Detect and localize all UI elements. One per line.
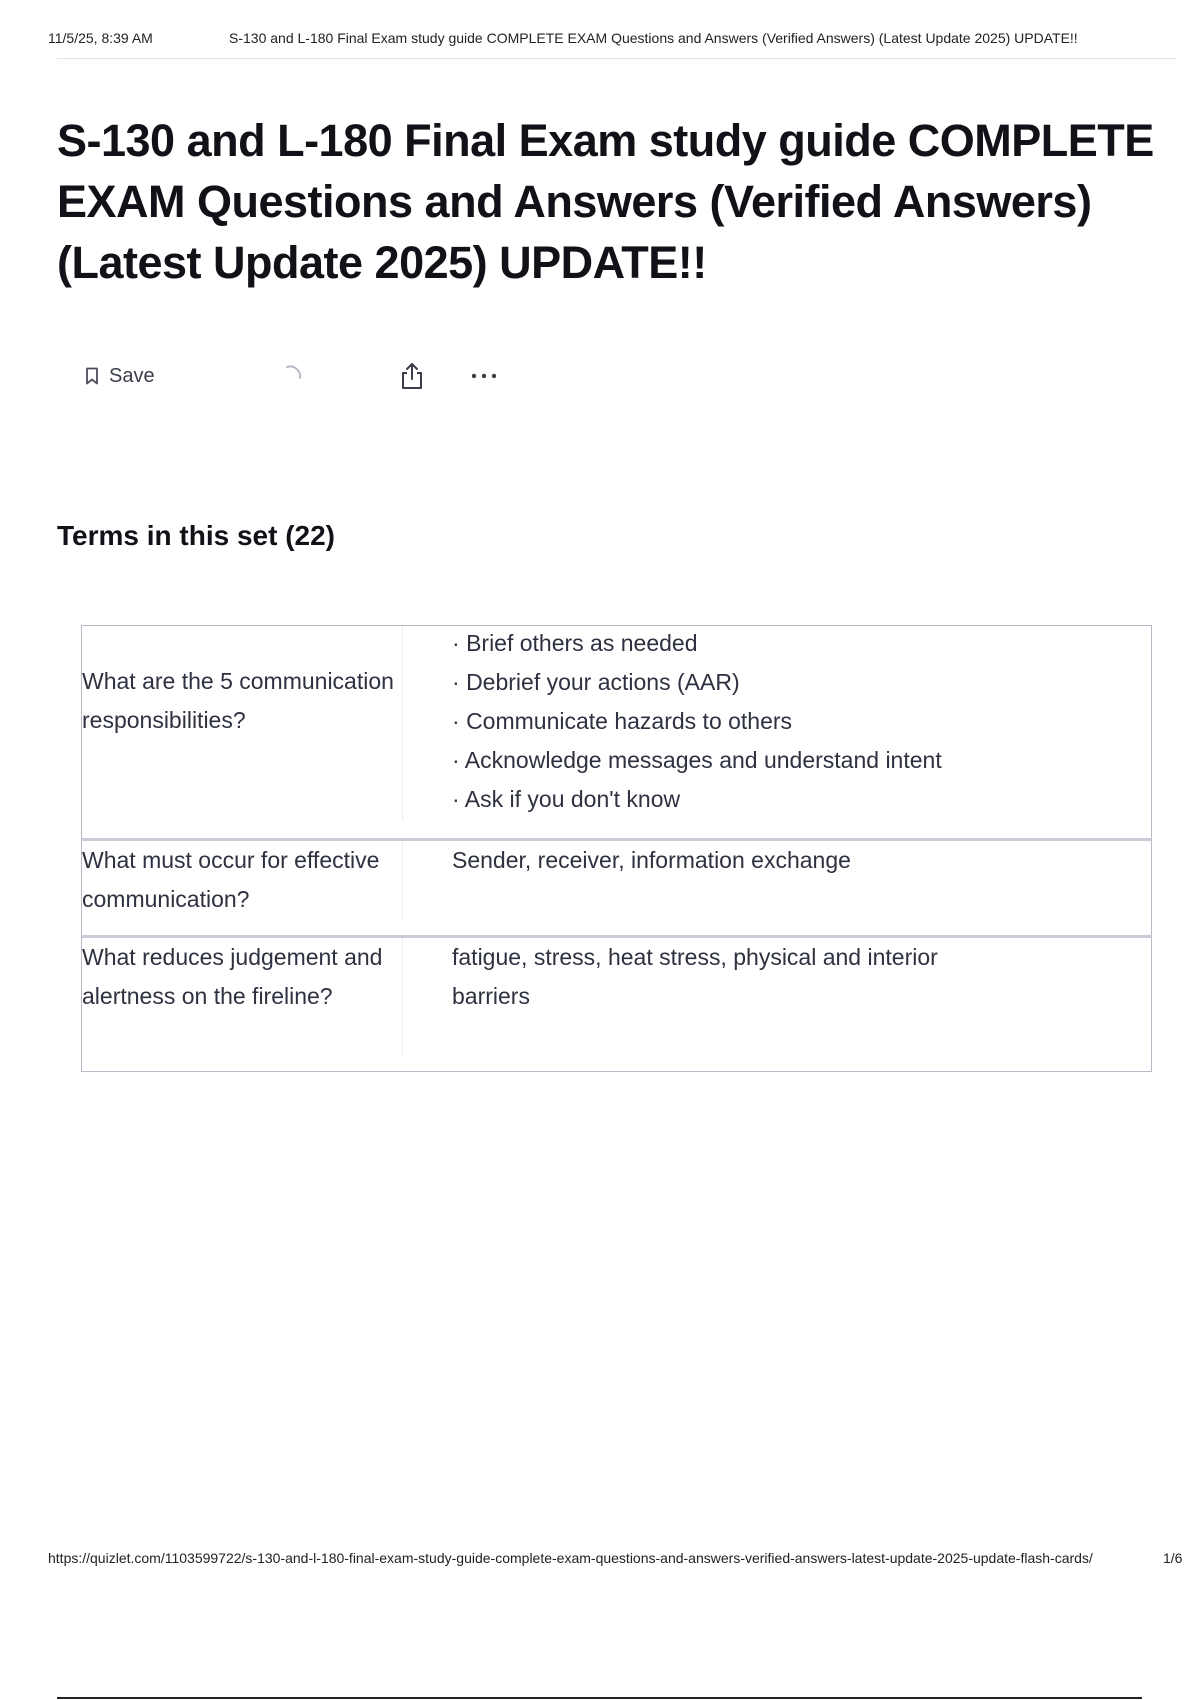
- definition-text: fatigue, stress, heat stress, physical and interior barriers: [452, 944, 938, 1009]
- header-divider: [57, 58, 1177, 59]
- bottom-divider: [57, 1697, 1142, 1699]
- definition-item: · Ask if you don't know: [452, 780, 1132, 819]
- print-page-title: S-130 and L-180 Final Exam study guide COMPLETE EXAM Questions and Answers (Verified Answers) (Latest Update 2025) UPDATE!!: [229, 30, 1078, 46]
- terms-heading: Terms in this set (22): [57, 520, 336, 551]
- page-title: S-130 and L-180 Final Exam study guide COMPLETE EXAM Questions and Answers (Verified Answers) (Latest Update 2025) UPDATE!!: [57, 115, 1154, 288]
- print-header: [48, 30, 1178, 50]
- term-row: [81, 838, 1152, 936]
- term-row: [81, 625, 1152, 839]
- loading-spinner-icon: [278, 363, 304, 389]
- print-footer: [48, 1550, 1183, 1570]
- term-text: What are the 5 communication responsibilities?: [82, 668, 394, 733]
- definition-item: · Debrief your actions (AAR): [452, 663, 1132, 702]
- column-divider: [402, 938, 403, 1056]
- term-row: [81, 935, 1152, 1072]
- column-divider: [402, 626, 403, 821]
- print-date: 11/5/25, 8:39 AM: [48, 30, 153, 46]
- term-text: What reduces judgement and alertness on the fireline?: [82, 944, 383, 1009]
- definition-item: · Acknowledge messages and understand intent: [452, 741, 1132, 780]
- save-label: Save: [109, 364, 155, 387]
- definition-list: [452, 624, 1132, 819]
- more-options-icon[interactable]: [467, 362, 501, 390]
- save-button[interactable]: [85, 358, 155, 394]
- definition-item: · Brief others as needed: [452, 624, 1132, 663]
- definition-item: · Communicate hazards to others: [452, 702, 1132, 741]
- share-icon[interactable]: [396, 360, 428, 392]
- set-toolbar: [85, 358, 535, 394]
- definition-text: Sender, receiver, information exchange: [452, 847, 851, 873]
- terms-table: [81, 625, 1152, 1071]
- page-indicator: 1/6: [1163, 1550, 1183, 1566]
- print-url: https://quizlet.com/1103599722/s-130-and-l-180-final-exam-study-guide-complete-exam-questions-and-answers-verified-answers-latest-update-2025-update-flash-cards/: [48, 1550, 1093, 1566]
- column-divider: [402, 841, 403, 921]
- bookmark-icon: [85, 367, 99, 385]
- term-text: What must occur for effective communication?: [82, 847, 380, 912]
